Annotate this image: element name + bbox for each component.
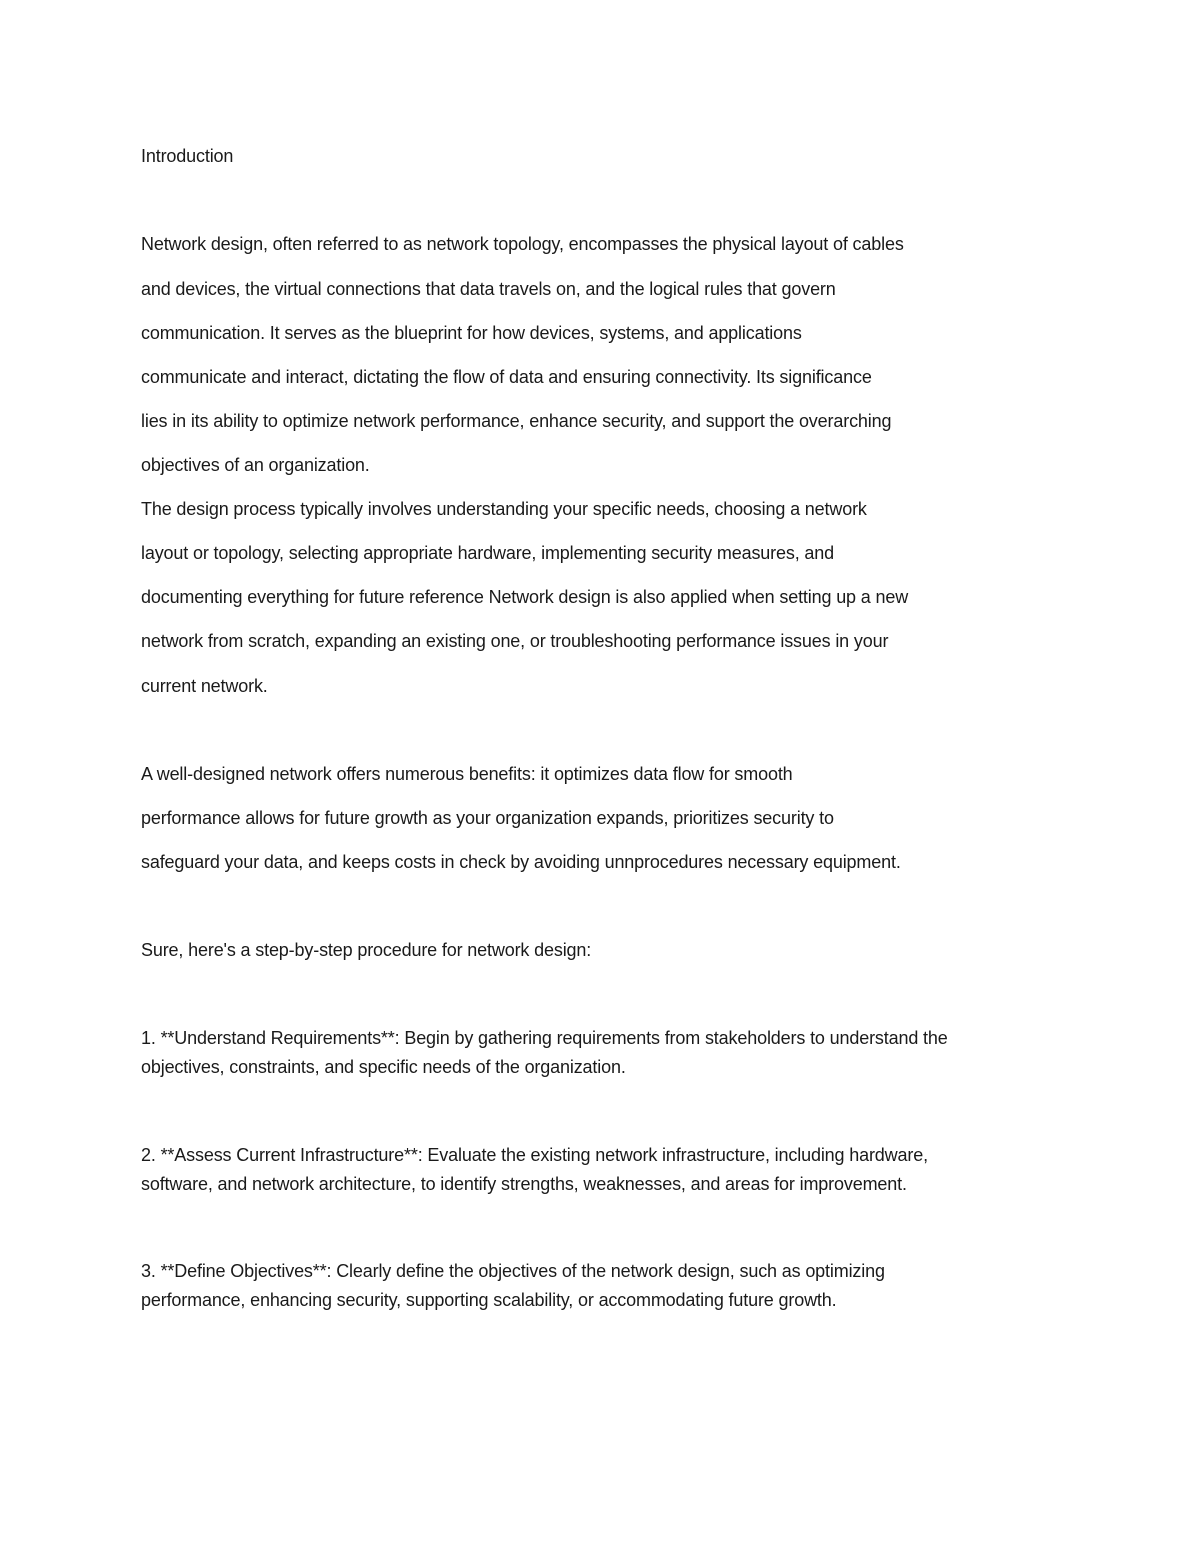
step-line: software, and network architecture, to identify strengths, weaknesses, and areas for improvement. (141, 1174, 907, 1194)
paragraph-line: documenting everything for future reference Network design is also applied when setting up a new (141, 587, 909, 607)
paragraph-line: and devices, the virtual connections that data travels on, and the logical rules that govern (141, 279, 836, 299)
paragraph-line: communicate and interact, dictating the flow of data and ensuring connectivity. Its significance (141, 367, 872, 387)
paragraph-line: network from scratch, expanding an existing one, or troubleshooting performance issues in your (141, 631, 889, 651)
step-line: performance, enhancing security, supporting scalability, or accommodating future growth. (141, 1290, 837, 1310)
paragraph-line: The design process typically involves understanding your specific needs, choosing a network (141, 499, 867, 519)
step-line: objectives, constraints, and specific needs of the organization. (141, 1057, 626, 1077)
paragraph-line: performance allows for future growth as your organization expands, prioritizes security to (141, 808, 834, 828)
step-line: 2. **Assess Current Infrastructure**: Evaluate the existing network infrastructure, including hardware, (141, 1145, 928, 1165)
paragraph-line: current network. (141, 676, 268, 696)
document-heading: Introduction (141, 146, 234, 166)
paragraph-line: A well-designed network offers numerous benefits: it optimizes data flow for smooth (141, 764, 793, 784)
paragraph-line: communication. It serves as the blueprint for how devices, systems, and applications (141, 323, 802, 343)
paragraph-line: objectives of an organization. (141, 455, 370, 475)
paragraph-line: lies in its ability to optimize network performance, enhance security, and support the overarching (141, 411, 892, 431)
paragraph-line: layout or topology, selecting appropriate hardware, implementing security measures, and (141, 543, 834, 563)
step-line: 3. **Define Objectives**: Clearly define the objectives of the network design, such as optimizing (141, 1261, 885, 1281)
steps-intro-line: Sure, here's a step-by-step procedure for network design: (141, 940, 592, 960)
paragraph-line: Network design, often referred to as network topology, encompasses the physical layout of cables (141, 234, 904, 254)
step-line: 1. **Understand Requirements**: Begin by gathering requirements from stakeholders to understand the (141, 1028, 948, 1048)
paragraph-line: safeguard your data, and keeps costs in check by avoiding unnprocedures necessary equipment. (141, 852, 901, 872)
